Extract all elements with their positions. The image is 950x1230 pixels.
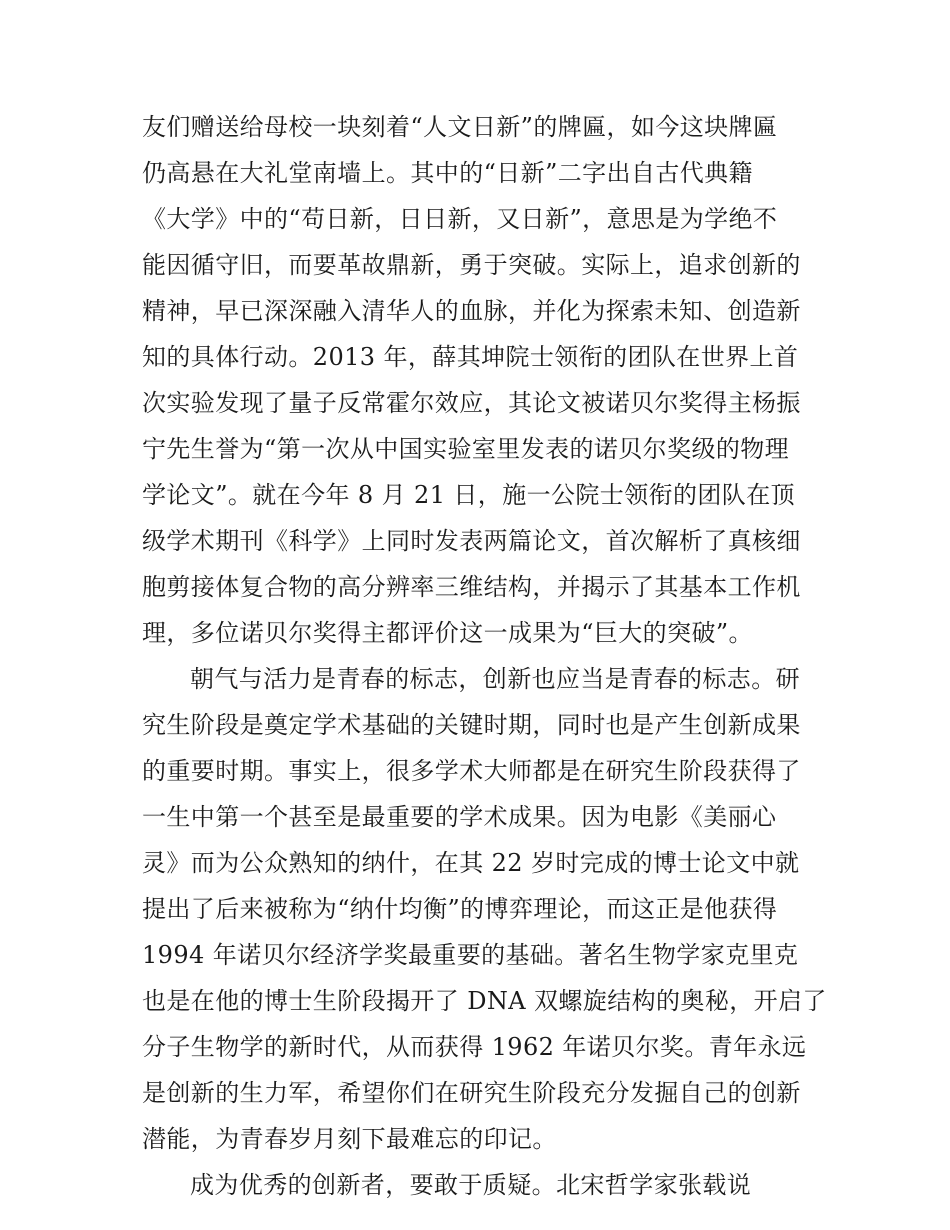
text-line: 级学术期刊《科学》上同时发表两篇论文，首次解析了真核细 [142, 527, 801, 555]
text-line: 理，多位诺贝尔奖得主都评价这一成果为“巨大的突破”。 [142, 619, 753, 647]
text-line: 成为优秀的创新者，要敢于质疑。北宋哲学家张载说 [190, 1171, 752, 1199]
text-line: 灵》而为公众熟知的纳什，在其 22 岁时完成的博士论文中就 [142, 849, 800, 877]
text-line: 分子生物学的新时代，从而获得 1962 年诺贝尔奖。青年永远 [142, 1033, 807, 1061]
text-line: 也是在他的博士生阶段揭开了 DNA 双螺旋结构的奥秘，开启了 [142, 987, 827, 1015]
text-line: 友们赠送给母校一块刻着“人文日新”的牌匾，如今这块牌匾 [142, 113, 778, 141]
text-line: 朝气与活力是青春的标志，创新也应当是青春的标志。研 [190, 665, 800, 693]
body-text [142, 104, 827, 1208]
paragraph [142, 104, 814, 656]
text-line: 知的具体行动。2013 年，薛其坤院士领衔的团队在世界上首 [142, 343, 799, 371]
text-line: 能因循守旧，而要革故鼎新，勇于突破。实际上，追求创新的 [142, 251, 801, 279]
text-line: 潜能，为青春岁月刻下最难忘的印记。 [142, 1125, 557, 1153]
text-line: 仍高悬在大礼堂南墙上。其中的“日新”二字出自古代典籍 [142, 159, 753, 187]
text-line: 学论文”。就在今年 8 月 21 日，施一公院士领衔的团队在顶 [142, 481, 795, 509]
text-line: 的重要时期。事实上，很多学术大师都是在研究生阶段获得了 [142, 757, 801, 785]
text-line: 胞剪接体复合物的高分辨率三维结构，并揭示了其基本工作机 [142, 573, 801, 601]
text-line: 宁先生誉为“第一次从中国实验室里发表的诺贝尔奖级的物理 [142, 435, 790, 463]
text-line: 是创新的生力军，希望你们在研究生阶段充分发掘自己的创新 [142, 1079, 801, 1107]
text-line: 一生中第一个甚至是最重要的学术成果。因为电影《美丽心 [142, 803, 777, 831]
text-line: 提出了后来被称为“纳什均衡”的博弈理论，而这正是他获得 [142, 895, 778, 923]
text-line: 精神，早已深深融入清华人的血脉，并化为探索未知、创造新 [142, 297, 801, 325]
paragraph [142, 1162, 814, 1208]
text-line: 《大学》中的“苟日新，日日新，又日新”，意思是为学绝不 [142, 205, 778, 233]
text-line: 次实验发现了量子反常霍尔效应，其论文被诺贝尔奖得主杨振 [142, 389, 801, 417]
paragraph [142, 656, 827, 1162]
text-line: 1994 年诺贝尔经济学奖最重要的基础。著名生物学家克里克 [142, 941, 799, 969]
text-line: 究生阶段是奠定学术基础的关键时期，同时也是产生创新成果 [142, 711, 801, 739]
